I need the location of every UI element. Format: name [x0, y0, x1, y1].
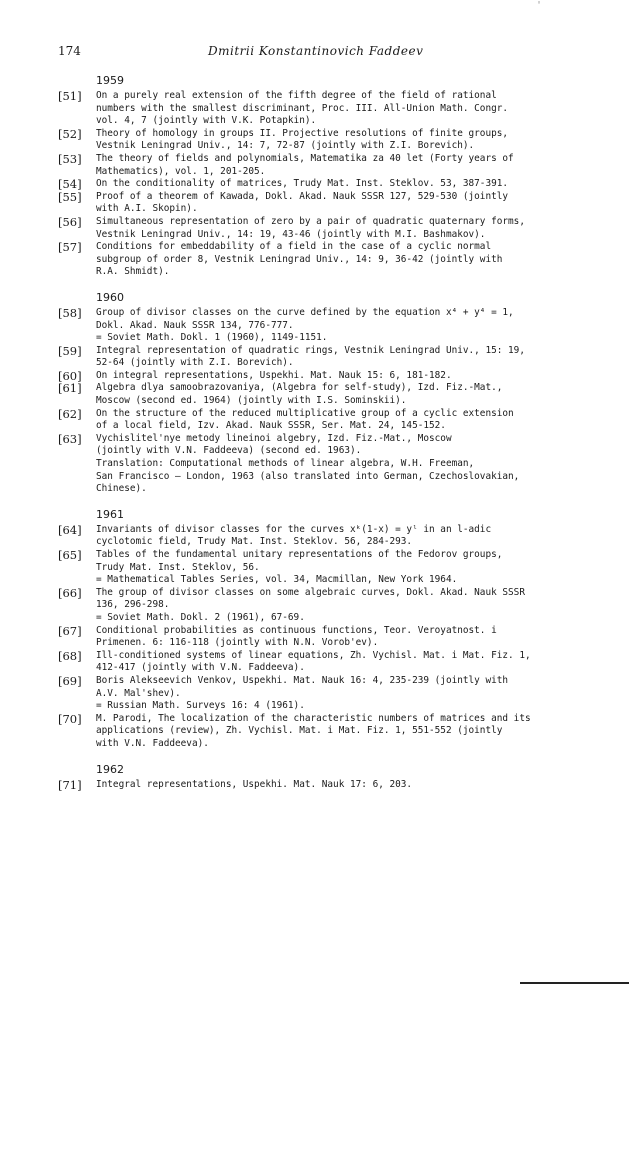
- entry-number: [66]: [58, 585, 82, 600]
- bibliography-entry: [58, 713, 598, 751]
- entry-number: [56]: [58, 214, 82, 229]
- entry-number: [71]: [58, 777, 82, 792]
- entry-text: Algebra dlya samoobrazovaniya, (Algebra for self-study), Izd. Fiz.-Mat., Moscow (second ed. 1964) (jointly with I.S. Sominskii).: [96, 382, 503, 407]
- entry-text: Theory of homology in groups II. Projective resolutions of finite groups, Vestnik Leningrad Univ., 14: 7, 72-87 (jointly with Z.I. Borevich).: [96, 127, 509, 152]
- year-group: [58, 763, 598, 792]
- year-heading: 1961: [96, 507, 124, 521]
- bibliography-entry: [58, 650, 598, 675]
- bibliography-entry: [58, 675, 598, 713]
- bibliography-entry: [58, 625, 598, 650]
- year-group: [58, 74, 598, 279]
- entry-number: [51]: [58, 89, 82, 103]
- entry-text: Conditional probabilities as continuous functions, Teor. Veroyatnost. i Primenen. 6: 116-118 (jointly with N.N. Vorob'ev).: [96, 624, 497, 649]
- entry-number: [65]: [58, 548, 82, 562]
- bibliography-entry: [58, 191, 598, 216]
- year-heading: 1959: [96, 74, 124, 87]
- entry-text: The theory of fields and polynomials, Matematika za 40 let (Forty years of Mathematics), vol. 1, 201-205.: [96, 152, 514, 177]
- entry-text: Invariants of divisor classes for the curves xᵏ(1-x) = yˡ in an l-adic cyclotomic field, Trudy Mat. Inst. Steklov. 56, 284-293.: [96, 523, 492, 548]
- entry-text: Simultaneous representation of zero by a pair of quadratic quaternary forms, Vestnik Leningrad Univ., 14: 19, 43-46 (jointly with M.I. Bashmakov).: [96, 215, 525, 240]
- entry-number: [57]: [58, 240, 82, 255]
- bibliography-entry: [58, 178, 598, 191]
- entry-number: [69]: [58, 673, 82, 688]
- entry-number: [60]: [58, 368, 82, 383]
- entry-number: [67]: [58, 623, 82, 638]
- entry-number: [64]: [58, 522, 82, 537]
- bibliography-entry: [58, 128, 598, 153]
- entry-text: On a purely real extension of the fifth degree of the field of rational numbers with the smallest discriminant, Proc. III. All-Union Math. Congr. vol. 4, 7 (jointly with V.K. Potapkin).: [96, 90, 509, 127]
- entry-text: Integral representations, Uspekhi. Mat. Nauk 17: 6, 203.: [96, 778, 413, 790]
- bibliography-entry: [58, 153, 598, 178]
- entry-text: Group of divisor classes on the curve defined by the equation x⁴ + y⁴ = 1, Dokl. Akad. Nauk SSSR 134, 776-777. = Soviet Math. Dokl. 1 (1960), 1149-1151.: [96, 306, 514, 344]
- bibliography-entry: [58, 345, 598, 370]
- entry-text: On integral representations, Uspekhi. Mat. Nauk 15: 6, 181-182.: [96, 369, 452, 381]
- bibliography-entry: [58, 408, 598, 433]
- year-heading: 1962: [96, 762, 124, 776]
- entry-number: [70]: [58, 711, 82, 726]
- running-head: Dmitrii Konstantinovich Faddeev: [208, 44, 424, 58]
- bibliography-entry: [58, 307, 598, 345]
- entry-number: [53]: [58, 151, 82, 166]
- year-heading: 1960: [96, 290, 124, 304]
- entry-text: On the conditionality of matrices, Trudy Mat. Inst. Steklov. 53, 387-391.: [96, 178, 509, 190]
- page-header: [58, 44, 578, 60]
- bibliography-list: [58, 74, 598, 803]
- bibliography-entry: [58, 433, 598, 496]
- entry-number: [54]: [58, 177, 82, 192]
- bibliography-entry: [58, 549, 598, 587]
- entry-text: Proof of a theorem of Kawada, Dokl. Akad. Nauk SSSR 127, 529-530 (jointly with A.I. Skopin).: [96, 190, 509, 215]
- entry-number: [55]: [58, 189, 82, 204]
- bibliography-entry: [58, 524, 598, 549]
- bibliography-entry: [58, 382, 598, 407]
- entry-text: Conditions for embeddability of a field in the case of a cyclic normal subgroup of order 8, Vestnik Leningrad Univ., 14: 9, 36-42 (jointly with R.A. Shmidt).: [96, 241, 503, 278]
- entry-text: M. Parodi, The localization of the characteristic numbers of matrices and its applications (review), Zh. Vychisl. Mat. i Mat. Fiz. 1, 551-552 (jointly with V.N. Faddeeva).: [96, 712, 531, 749]
- entry-text: Boris Alekseevich Venkov, Uspekhi. Mat. Nauk 16: 4, 235-239 (jointly with A.V. Mal'shev). = Russian Math. Surveys 16: 4 (1961).: [96, 674, 509, 712]
- entry-text: Ill-conditioned systems of linear equations, Zh. Vychisl. Mat. i Mat. Fiz. 1, 412-417 (jointly with V.N. Faddeeva).: [96, 649, 531, 674]
- entry-number: [59]: [58, 343, 82, 358]
- entry-number: [58]: [58, 305, 82, 320]
- entry-number: [61]: [58, 381, 82, 396]
- year-group: [58, 291, 598, 496]
- page-number: 174: [58, 44, 81, 58]
- entry-number: [63]: [58, 431, 82, 446]
- bibliography-entry: [58, 587, 598, 625]
- year-group: [58, 508, 598, 751]
- entry-text: On the structure of the reduced multiplicative group of a cyclic extension of a local field, Izv. Akad. Nauk SSSR, Ser. Mat. 24, 145-152.: [96, 407, 514, 432]
- entry-text: Vychislitel'nye metody lineinoi algebry, Izd. Fiz.-Mat., Moscow (jointly with V.N. Faddeeva) (second ed. 1963). Translation: Computational methods of linear algebra, W.H. Freeman, San Francisco – London, 1963 (also translated into German, Czechoslovakian, Chinese).: [96, 432, 520, 495]
- bottom-rule: [520, 982, 629, 984]
- entry-number: [52]: [58, 126, 82, 141]
- entry-number: [68]: [58, 648, 82, 663]
- bibliography-entry: [58, 779, 598, 792]
- bibliography-entry: [58, 90, 598, 128]
- scan-mark: ': [536, 0, 543, 11]
- bibliography-entry: [58, 216, 598, 241]
- bibliography-entry: [58, 241, 598, 279]
- entry-number: [62]: [58, 406, 82, 421]
- entry-text: Integral representation of quadratic rings, Vestnik Leningrad Univ., 15: 19, 52-64 (jointly with Z.I. Borevich).: [96, 344, 525, 369]
- entry-text: The group of divisor classes on some algebraic curves, Dokl. Akad. Nauk SSSR 136, 296-298. = Soviet Math. Dokl. 2 (1961), 67-69.: [96, 586, 525, 623]
- bibliography-entry: [58, 370, 598, 383]
- entry-text: Tables of the fundamental unitary representations of the Fedorov groups, Trudy Mat. Inst. Steklov, 56. = Mathematical Tables Series, vol. 34, Macmillan, New York 1964.: [96, 549, 503, 586]
